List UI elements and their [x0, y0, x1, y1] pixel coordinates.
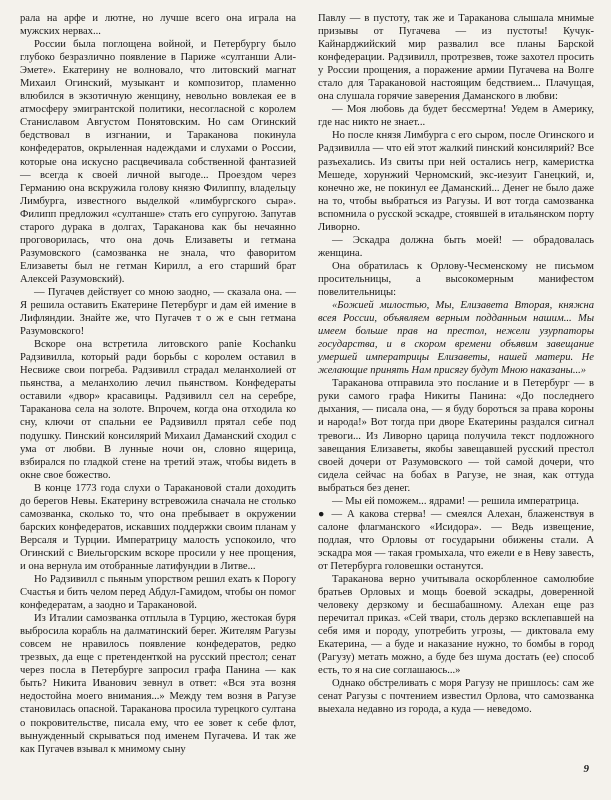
paragraph: Тараканова верно учитывала оскорбленное самолюбие братьев Орловых и мощь боевой эскадры, доверенной человеку дерзкому и бесшабашному. Алехан еще раз перечитал приказ. «Сей твари, столь дерзко всклепавшей на себя имя и породу, употребить угрозы, — диктовала ему Екатерина, — а буде и наказание нужно, то бомбы в город (Рагузу) метать можно, а буде без шума достать (ее) способ есть, то я на сие соглашаюсь...»: [318, 574, 594, 677]
paragraph-with-bullet: [318, 508, 594, 573]
page-number: 9: [583, 763, 589, 775]
paragraph: — Моя любовь да будет бессмертна! Уедем в Америку, где нас никто не знает...: [318, 104, 594, 129]
paragraph: Но после князя Лимбурга с его сыром, после Огинского и Радзивилла — что ей этот жалкий пинский консилярий? Все разъехались. Из свиты при ней остались негр, камеристка Мешеде, хорунжий Черномский, экс-иезуит Ганецкий, и, конечно же, не покинул ее Даманский... Денег не было даже на то, чтобы выбраться из Рагузы. И вот тогда самозванка вспомнила о русской эскадре, стоявшей в итальянском порту Ливорно.: [318, 130, 594, 233]
paragraph: Павлу — в пустоту, так же и Тараканова слышала мнимые призывы от Пугачева — из пустоты! Кучук-Кайнарджийский мир развалил все планы Барской конфедерации. Радзивилл, протрезвев, тоже захотел просить у России прощения, а поражение армии Пугачева на Волге стало для Таракановой настоящим бедствием... Плачущая, она слушала горячие заверения Даманского в любви:: [318, 13, 594, 103]
paragraph: Но Радзивилл с пьяным упорством решил ехать к Порогу Счастья и бить челом перед Абдул-Гамидом, чтобы он помог конфедератам, а заодно и Таракановой.: [20, 574, 296, 612]
paragraph: России была поглощена войной, и Петербургу было глубоко безразлично появление в Париже «султанши Али-Эмете». Екатерину не волновало, что литовский магнат Михаил Огинский, музыкант и композитор, пламенно влюбился в экзотичную женщину, невольно вовлекая ее в атмосферу эмигрантской политики, несогласной с королем Станиславом Августом Понятовским. Но сам Огинский бедствовал в изгнании, и Тараканова покинула конфедератов, окрыленная надеждами и слухами о России, которые она искусно расцвечивала собственной фантазией — всегда к своей личной выгоде... Проездом через Германию она вскружила голову князю Филиппу, владельцу Лимбурга, известного выделкой «лимбургского сыра». Филипп предложил «султанше» стать его супругою. Запутав старого дурака в долгах, Тараканова как бы нечаянно проговорилась, что она дочь Елизаветы и гетмана Разумовского (самозванка не знала, что фаворитом Елизаветы был не гетман Кирилл, а его старший брат Алексей Разумовский).: [20, 39, 296, 285]
paragraph: Из Италии самозванка отплыла в Турцию, жестокая буря выбросила корабль на далматинский берег. Жителям Рагузы совсем не нравилось появление конфедератов, редко трезвых, да еще с претенденткой на русский престол; сенат через посла в Петербурге запросил графа Панина — как быть? Никита Иванович зевнул в ответ: «Вся эта возня недостойна моего внимания...» Между тем возня в Рагузе становилась опасной. Тараканова просила турецкого султана о покровительстве, писала ему, что ее зовет к себе флот, вынужденный скрываться под именем Пугачева. И так же как Пугачев взывал к мнимому сыну: [20, 613, 296, 755]
paragraph: Однако обстреливать с моря Рагузу не пришлось: сам же сенат Рагузы с почтением известил Орлова, что самозванка выехала недавно из города, а куда — неведомо.: [318, 678, 594, 716]
paragraph: — Мы ей поможем... ядрами! — решила императрица.: [332, 495, 579, 507]
paragraph: рала на арфе и лютне, но лучше всего она играла на мужских нервах...: [20, 13, 296, 38]
paragraph: — Пугачев действует со мною заодно, — сказала она. — Я решила оставить Екатерине Петербург и дам ей имение в Лифляндии. Знайте же, что Пугачев т о ж е сын гетмана Разумовского!: [20, 286, 296, 338]
paragraph: — Эскадра должна быть моей! — обрадовалась женщина.: [318, 234, 594, 259]
manifesto-quote: «Божией милостью, Мы, Елизавета Вторая, княжна всея России, объявляем верным подданным нашим... Мы имеем больше прав на престол, нежели узурпаторы государства, и в скором времени объявим завещание умершей императрицы Елизаветы, нашей матери. Не желающие принять Нам присягу будут Мною наказаны...»: [318, 300, 594, 377]
left-text-column: [20, 12, 296, 756]
paragraph: В конце 1773 года слухи о Таракановой стали доходить до берегов Невы. Екатерину встревожила сначала не столько самозванка, сколько то, что она пребывает в окружении барских конфедератов, искавших поддержки своим планам у Версаля и Турции. Императрицу малость успокоило, что Огинский с Виельгорским вскоре просили у нее прощения, и она вернула им отобранные латифундии в Литве...: [20, 482, 296, 572]
paragraph: Вскоре она встретила литовского panie Kochanku Радзивилла, который ради борьбы с королем оставил в Несвиже свои погреба. Радзивилл страдал меланхолией от пьянства, а меланхолию лечил пьянством. Конфедераты оставили «двор» красавицы. Радзивилл сел на серебре, Тараканова села на золоте. Впрочем, когда она отходила ко сну, ключи от спальни ее Радзивилл прятал себе под подушку. Пинский консилярий Михаил Даманский сходил с ума от любви. В лунные ночи он, словно ящерица, взбирался по гладкой стене на третий этаж, чтобы видеть в окне свое божество.: [20, 339, 296, 481]
bullet-icon: ●: [318, 508, 327, 520]
paragraph: Она обратилась к Орлову-Чесменскому не письмом просительницы, а высокомерным манифестом повелительницы:: [318, 260, 594, 298]
paragraph-text: — А какова стерва! — смеялся Алехан, блаженствуя в салоне флагманского «Исидора». — Ведь извещение, подлая, что Орловы от государыни обижены стали. А эскадра моя — такая громыхала, что ежели е в Неву завесть, от Петербурга головешки останутся.: [318, 508, 594, 572]
paragraph: Тараканова отправила это послание и в Петербург — в руки самого графа Никиты Панина: «До последнего дыхания, — писала она, — я буду бороться за права короны и народа!» Вот тогда при дворе Екатерины раздался сигнал тревоги... Из Ливорно царица получила текст подложного завещания Елизаветы, якобы завещавшей русский престол своей дочери от Разумовского — той самой дочери, что сидела сейчас на бобах в Рагузе, не зная, как оттуда выбраться без денег.: [318, 378, 594, 494]
right-text-column: [318, 12, 594, 717]
